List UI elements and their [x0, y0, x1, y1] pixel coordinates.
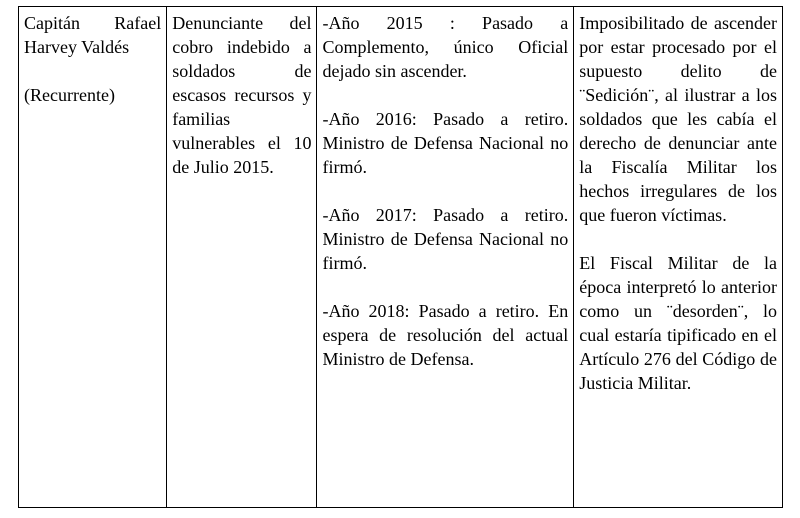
person-role: (Recurrente): [24, 85, 115, 105]
person-name: Capitán Rafael Harvey Valdés: [24, 13, 162, 57]
cell-person: [19, 7, 167, 508]
cell-denuncia: [167, 7, 317, 508]
timeline-item-2016: -Año 2016: Pasado a retiro. Ministro de Defensa Nacional no firmó.: [322, 109, 569, 177]
spacer: [322, 275, 568, 299]
observation-paragraph-2: El Fiscal Militar de la época interpretó lo anterior como un ¨desorden¨, lo cual estaría tipificado en el Artículo 276 del Código de Justicia Militar.: [579, 253, 777, 393]
denuncia-text: Denunciante del cobro indebido a soldados de escasos recursos y familias vulnerables el 10 de Julio 2015.: [172, 13, 312, 177]
spacer: [24, 59, 161, 83]
timeline-item-2017: -Año 2017: Pasado a retiro. Ministro de Defensa Nacional no firmó.: [322, 205, 569, 273]
observation-paragraph-1: Imposibilitado de ascender por estar procesado por el supuesto delito de ¨Sedición¨, al ilustrar a los soldados que les cabía el derecho de denunciar ante la Fiscalía Militar los hechos irregulares de los que fueron víctimas.: [579, 13, 777, 225]
timeline-item-2015: -Año 2015 : Pasado a Complemento, único Oficial dejado sin ascender.: [322, 13, 569, 81]
spacer: [579, 227, 777, 251]
document-table: [18, 6, 783, 508]
cell-timeline: [317, 7, 574, 508]
timeline-item-2018: -Año 2018: Pasado a retiro. En espera de resolución del actual Ministro de Defensa.: [322, 301, 569, 369]
spacer: [322, 179, 568, 203]
table-row: [19, 7, 783, 508]
cell-observations: [574, 7, 783, 508]
spacer: [322, 83, 568, 107]
